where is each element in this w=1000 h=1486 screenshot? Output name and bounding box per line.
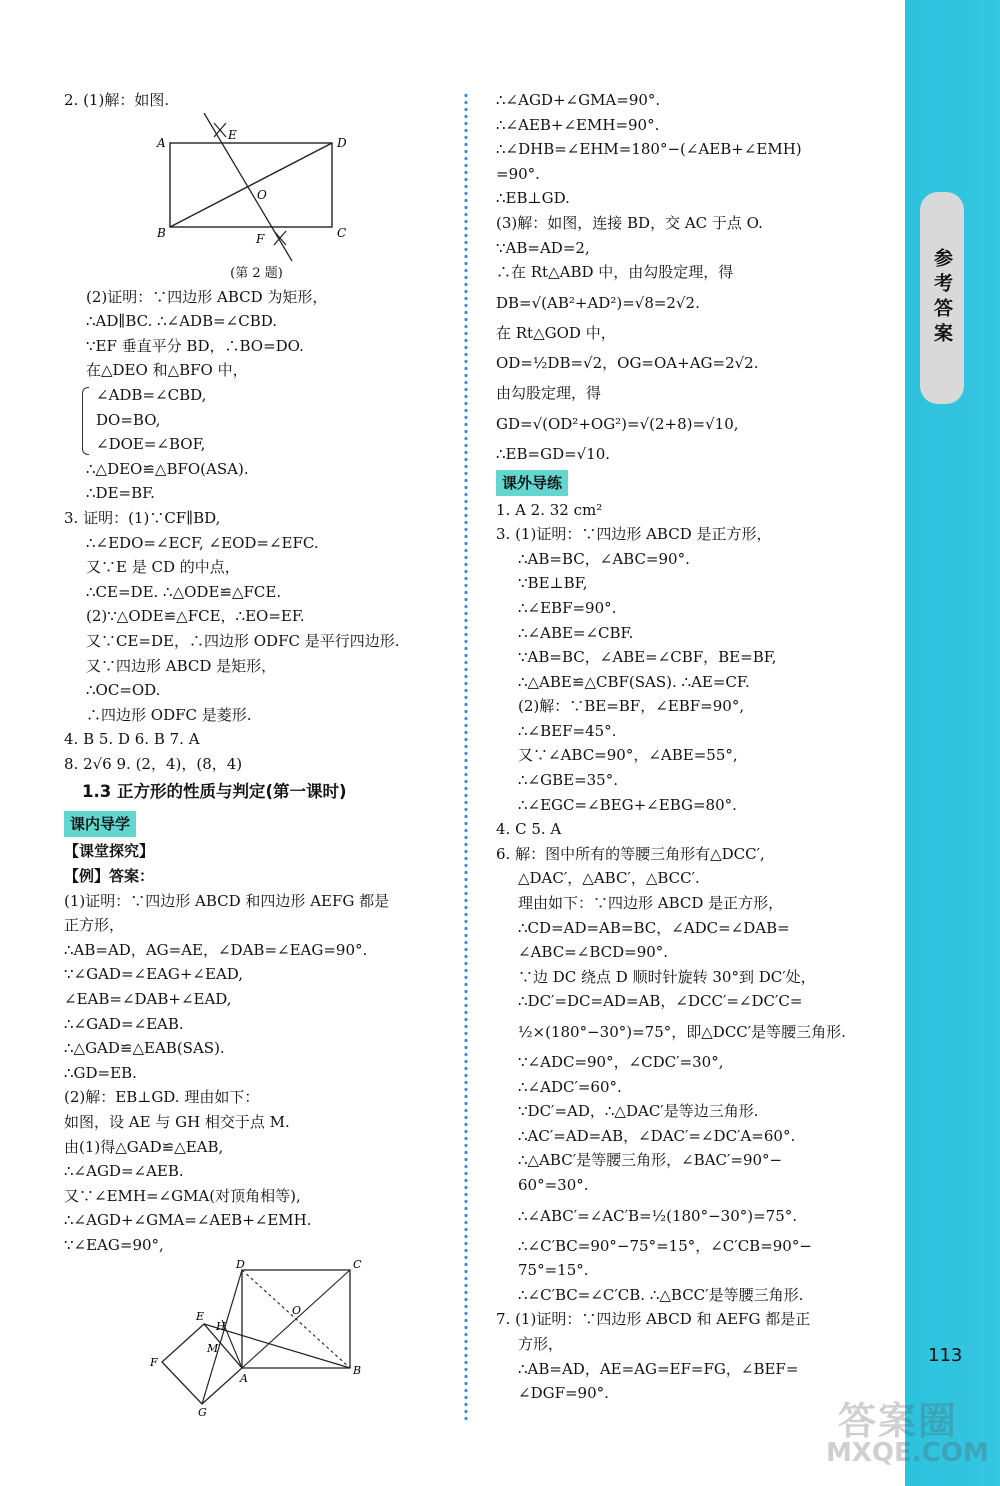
ex-line-14: ∴∠AGD+∠GMA=∠AEB+∠EMH. (64, 1211, 312, 1230)
q3-line-1: 3. 证明：(1)∵CF∥BD, (64, 508, 221, 527)
rq3-line-3: ∵BE⊥BF, (518, 574, 588, 593)
figure-q2-svg (64, 113, 449, 263)
column-divider (462, 92, 470, 1422)
r-line-8: ∴在 Rt△ABD 中，由勾股定理，得 (496, 263, 734, 282)
rq3-line-4: ∴∠EBF=90°. (518, 598, 617, 617)
figure-q2 (64, 113, 449, 263)
answers-8-9: 8. 2√6 9. (2，4)，(8，4) (64, 754, 243, 773)
figure-q2-caption: (第 2 题) (230, 265, 283, 281)
rq3-line-9: ∴∠BEF=45°. (518, 721, 617, 740)
q3-line-9: ∴四边形 ODFC 是菱形. (86, 705, 252, 724)
fig2-label-b: B (157, 225, 166, 240)
rq3-line-6: ∵AB=BC，∠ABE=∠CBF，BE=BF, (518, 648, 777, 667)
q6-line-9: ∵∠ADC=90°，∠CDC′=30°, (518, 1053, 724, 1071)
rq3-line-12: ∴∠EGC=∠BEG+∠EBG=80°. (518, 795, 737, 814)
fig2-label-d: D (337, 135, 347, 150)
r-line-7: ∵AB=AD=2, (496, 238, 590, 257)
q2-bracket-2: DO=BO, (96, 410, 161, 429)
ex-line-7: ∴△GAD≌△EAB(SAS). (64, 1039, 225, 1058)
figex-label-e: E (196, 1309, 205, 1323)
r-line-11: OD=½DB=√2，OG=OA+AG=2√2. (496, 354, 759, 373)
rq3-line-8: (2)解：∵BE=BF，∠EBF=90°, (518, 697, 745, 716)
r-line-9: DB=√(AB²+AD²)=√8=2√2. (496, 293, 700, 312)
watermark-logo (820, 1390, 996, 1482)
q6-line-2: △DAC′，△ABC′，△BCC′. (518, 869, 700, 888)
q3-line-8: ∴OC=OD. (86, 681, 161, 700)
q3-line-7: 又∵四边形 ABCD 是矩形， (86, 656, 277, 675)
r-line-3: ∴∠DHB=∠EHM=180°−(∠AEB+∠EMH) (496, 140, 802, 159)
rq3-line-11: ∴∠GBE=35°. (518, 771, 618, 790)
q6-line-3: 理由如下：∵四边形 ABCD 是正方形， (518, 894, 784, 913)
page-number: 113 (928, 1345, 963, 1366)
figure-example (64, 1258, 449, 1418)
rq3-line-5: ∴∠ABE=∠CBF. (518, 623, 634, 642)
ex-line-11: 由(1)得△GAD≌△EAB, (64, 1137, 224, 1156)
q3-line-2: ∴∠EDO=∠ECF, ∠EOD=∠EFC. (86, 533, 319, 552)
q6-line-11: ∵DC′=AD，∴△DAC′是等边三角形. (518, 1102, 759, 1121)
r-line-12: 由勾股定理，得 (496, 384, 602, 403)
rq3-line-7: ∴△ABE≌△CBF(SAS). ∴AE=CF. (518, 672, 750, 691)
q6-line-6: ∵边 DC 绕点 D 顺时针旋转 30°到 DC′处， (518, 967, 816, 986)
fig2-label-o: O (257, 187, 267, 202)
r-line-4: =90°. (496, 164, 540, 183)
ketang-heading: 【课堂探究】 (64, 842, 155, 861)
ex-line-1: (1)证明：∵四边形 ABCD 和四边形 AEFG 都是 (64, 891, 390, 910)
q2-bracket-3: ∠DOE=∠BOF, (96, 435, 206, 454)
figex-label-m: M (207, 1341, 219, 1355)
ex-line-13: 又∵∠EMH=∠GMA(对顶角相等), (64, 1186, 301, 1205)
q2-line-3: ∴AD∥BC. ∴∠ADB=∠CBD. (86, 312, 278, 331)
right-column (496, 88, 876, 1406)
figex-label-b: B (353, 1363, 362, 1377)
r-line-6: (3)解：如图，连接 BD，交 AC 于点 O. (496, 213, 763, 232)
ex-line-9: (2)解：EB⊥GD. 理由如下： (64, 1088, 260, 1107)
ex-line-5: ∠EAB=∠DAB+∠EAD, (64, 990, 232, 1009)
ex-line-3: ∴AB=AD，AG=AE，∠DAB=∠EAG=90°. (64, 940, 368, 959)
q7-line-1: 7. (1)证明：∵四边形 ABCD 和 AEFG 都是正 (496, 1310, 811, 1329)
ex-line-4: ∵∠GAD=∠EAG+∠EAD, (64, 965, 244, 984)
fig2-label-f: F (256, 231, 265, 246)
q3-line-3: 又∵E 是 CD 的中点， (86, 558, 240, 577)
watermark-text: 答案圈 (838, 1399, 959, 1443)
q6-line-4: ∴CD=AD=AB=BC，∠ADC=∠DAB= (518, 918, 790, 937)
q2-line-7: ∴DE=BF. (86, 484, 155, 503)
answers-4-7: 4. B 5. D 6. B 7. A (64, 730, 200, 749)
q6-line-14: 60°=30°. (518, 1175, 589, 1194)
q6-line-15: ∴∠ABC′=∠AC′B=½(180°−30°)=75°. (518, 1206, 798, 1225)
q6-line-13: ∴△ABC′是等腰三角形，∠BAC′=90°− (518, 1151, 783, 1170)
r-line-14: ∴EB=GD=√10. (496, 444, 611, 463)
q2-line-4: ∵EF 垂直平分 BD，∴BO=DO. (86, 336, 304, 355)
q2-line-6: ∴△DEO≌△BFO(ASA). (86, 459, 249, 478)
example-heading: 【例】答案： (64, 867, 155, 886)
figex-label-a: A (240, 1371, 248, 1385)
left-column (64, 88, 449, 1418)
fig2-label-e: E (228, 127, 237, 142)
q2-line-2: (2)证明：∵四边形 ABCD 为矩形， (86, 287, 328, 306)
q6-line-12: ∴AC′=AD=AB，∠DAC′=∠DC′A=60°. (518, 1126, 796, 1145)
answers-4-5: 4. C 5. A (496, 820, 562, 839)
q2-line-5: 在△DEO 和△BFO 中， (86, 361, 248, 380)
q3-line-4: ∴CE=DE. ∴△ODE≌△FCE. (86, 582, 282, 601)
figex-label-g: G (198, 1405, 207, 1418)
rq3-line-1: 3. (1)证明：∵四边形 ABCD 是正方形， (496, 525, 772, 544)
figex-label-c: C (353, 1257, 362, 1271)
figex-label-h: H (216, 1319, 226, 1333)
figex-label-f: F (150, 1355, 158, 1369)
side-label-answers: 参考答案 (920, 192, 964, 404)
ex-line-8: ∴GD=EB. (64, 1063, 137, 1082)
r-line-10: 在 Rt△GOD 中， (496, 323, 616, 342)
q6-line-16: ∴∠C′BC=90°−75°=15°，∠C′CB=90°− (518, 1236, 812, 1255)
watermark-url: MXQE.COM (826, 1438, 989, 1468)
rq3-line-2: ∴AB=BC，∠ABC=90°. (518, 549, 690, 568)
q3-line-5: (2)∵△ODE≌△FCE，∴EO=EF. (86, 607, 305, 626)
q6-line-1: 6. 解：图中所有的等腰三角形有△DCC′, (496, 844, 765, 863)
q6-line-7: ∴DC′=DC=AD=AB，∠DCC′=∠DC′C= (518, 992, 803, 1011)
fig2-label-c: C (337, 225, 347, 240)
r-line-2: ∴∠AEB+∠EMH=90°. (496, 115, 660, 134)
badge-in-class: 课内导学 (64, 811, 136, 837)
q7-line-3: ∴AB=AD，AE=AG=EF=FG，∠BEF= (518, 1359, 799, 1378)
ex-line-6: ∴∠GAD=∠EAB. (64, 1014, 184, 1033)
q6-line-17: 75°=15°. (518, 1261, 589, 1280)
rq3-line-10: 又∵∠ABC=90°，∠ABE=55°, (518, 746, 738, 765)
answers-1-2: 1. A 2. 32 cm² (496, 500, 603, 519)
q6-line-8: ½×(180°−30°)=75°，即△DCC′是等腰三角形. (518, 1023, 846, 1041)
q6-line-18: ∴∠C′BC=∠C′CB. ∴△BCC′是等腰三角形. (518, 1285, 804, 1304)
q7-line-4: ∠DGF=90°. (518, 1384, 609, 1403)
q6-line-5: ∠ABC=∠BCD=90°. (518, 943, 669, 962)
r-line-1: ∴∠AGD+∠GMA=90°. (496, 91, 661, 109)
q2-bracket-1: ∠ADB=∠CBD, (96, 385, 207, 404)
ex-line-15: ∵∠EAG=90°, (64, 1235, 164, 1254)
q6-line-10: ∴∠ADC′=60°. (518, 1077, 622, 1096)
ex-line-10: 如图，设 AE 与 GH 相交于点 M. (64, 1113, 290, 1131)
q7-line-2: 方形， (518, 1334, 564, 1353)
figex-label-d: D (236, 1257, 245, 1271)
r-line-13: GD=√(OD²+OG²)=√(2+8)=√10, (496, 414, 739, 433)
ex-line-12: ∴∠AGD=∠AEB. (64, 1162, 184, 1181)
figure-example-svg (64, 1258, 449, 1418)
section-title: 1.3 正方形的性质与判定(第一课时) (82, 782, 347, 802)
badge-after-class: 课外导练 (496, 470, 568, 496)
figex-label-o: O (292, 1303, 302, 1317)
q2-line-1: 2. (1)解：如图. (64, 91, 170, 109)
q2-bracket-block (64, 383, 449, 457)
q3-line-6: 又∵CE=DE，∴四边形 ODFC 是平行四边形. (86, 631, 400, 650)
r-line-5: ∴EB⊥GD. (496, 189, 570, 208)
fig2-label-a: A (157, 135, 166, 150)
ex-line-2: 正方形， (64, 916, 125, 935)
